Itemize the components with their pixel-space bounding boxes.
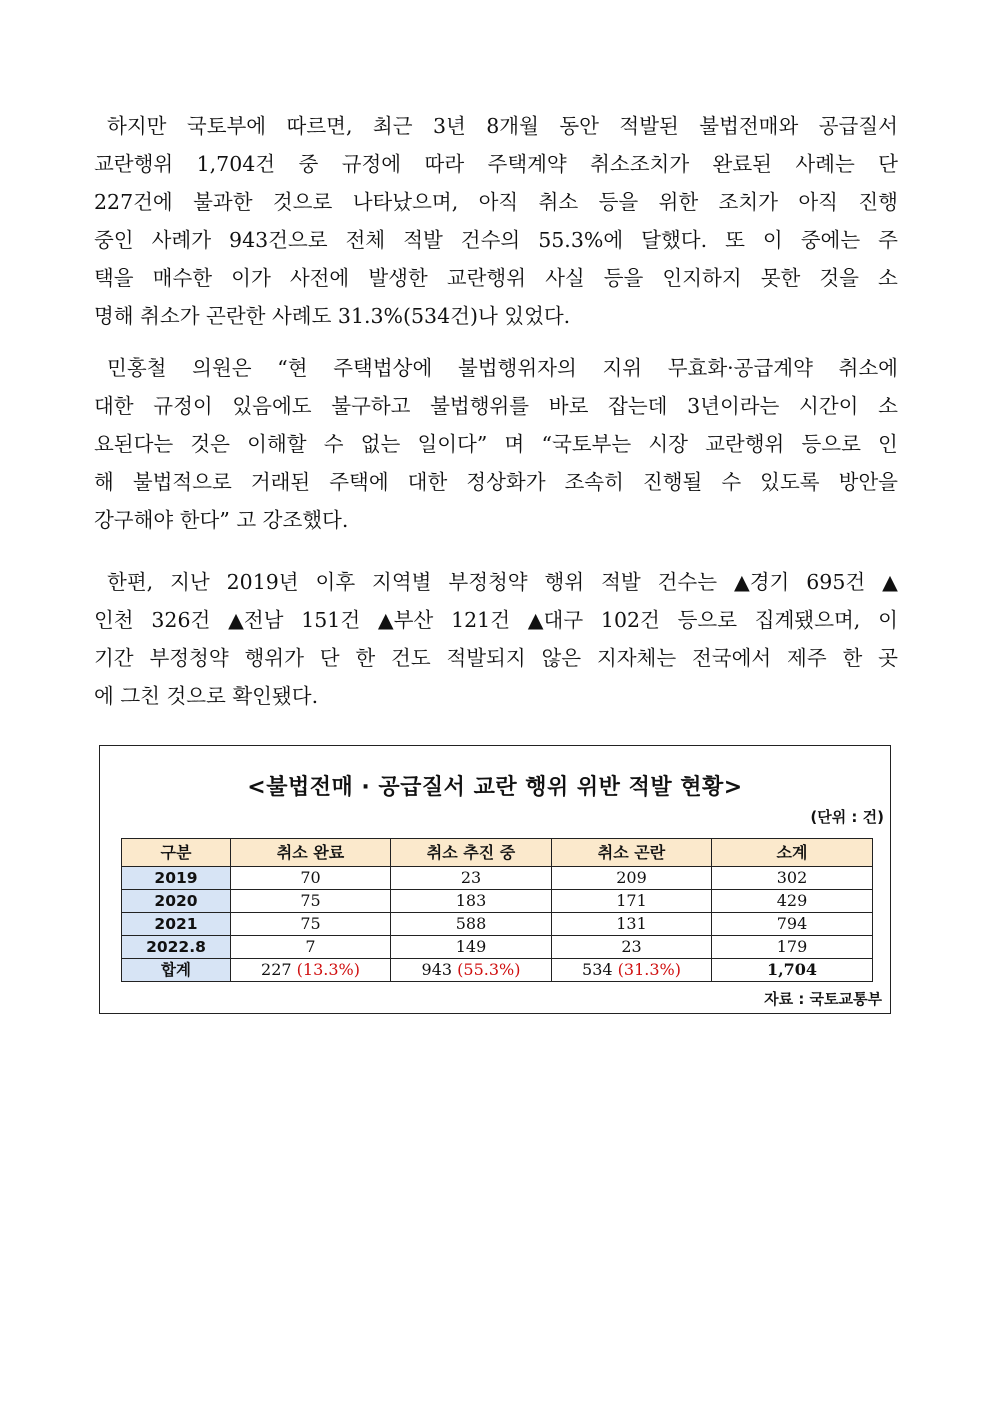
text-line: 에 그친 것으로 확인됐다. <box>94 684 319 708</box>
table-row <box>122 936 873 959</box>
word: 695건 <box>806 570 866 594</box>
cell-value: 23 <box>391 867 552 890</box>
total-percent: (31.3%) <box>617 960 681 979</box>
text-line <box>94 601 898 639</box>
text-line <box>94 463 898 501</box>
text-line <box>94 349 898 387</box>
word: 이후 <box>315 570 356 594</box>
word: 따라 <box>424 152 465 176</box>
word: ▲ <box>882 570 898 594</box>
word: 지난 <box>170 570 210 594</box>
word: 55.3%에 <box>538 228 624 252</box>
header-cancel-done: 취소 완료 <box>231 839 391 867</box>
word: ▲대구 <box>527 608 584 632</box>
table-box <box>99 745 891 1014</box>
word: “현 <box>277 356 308 380</box>
word: 완료된 <box>712 152 772 176</box>
word: 아직 <box>798 190 838 214</box>
word: ▲부산 <box>377 608 434 632</box>
word: 않은 <box>541 646 582 670</box>
word: 방안을 <box>838 470 898 494</box>
word: 기간 <box>94 646 134 670</box>
word: 것은 <box>190 432 230 456</box>
row-label: 2020 <box>122 890 231 913</box>
word: 주택에 <box>329 470 389 494</box>
word: 중에는 <box>800 228 861 252</box>
cell-value: 7 <box>231 936 391 959</box>
text-line: 명해 취소가 곤란한 사례도 31.3%(534건)나 있었다. <box>94 304 571 328</box>
word: 한편, <box>94 570 154 594</box>
total-cell <box>552 959 712 982</box>
word: 바로 <box>548 394 589 418</box>
word: 수 <box>721 470 742 494</box>
text-line <box>94 221 898 259</box>
word: 교란행위 <box>705 432 785 456</box>
word: 불법전매와 <box>699 114 799 138</box>
word: 요된다는 <box>94 432 174 456</box>
word: 공급질서 <box>818 114 898 138</box>
word: 3년이라는 <box>687 394 780 418</box>
word: 전체 <box>345 228 386 252</box>
row-label: 2021 <box>122 913 231 936</box>
word: 달했다. <box>641 228 708 252</box>
word: 교란행위 <box>94 152 174 176</box>
word: 한 <box>355 646 376 670</box>
cell-value: 75 <box>231 913 391 936</box>
word: 동안 <box>559 114 599 138</box>
word: 아직 <box>478 190 519 214</box>
cell-value: 149 <box>391 936 552 959</box>
text-line <box>94 639 898 677</box>
word: 건수의 <box>460 228 521 252</box>
header-category: 구분 <box>122 839 231 867</box>
word: 시간이 <box>799 394 859 418</box>
table-total-row <box>122 959 873 982</box>
word: 등으로 <box>677 608 738 632</box>
word: 따르면, <box>286 114 353 138</box>
header-cancel-progress: 취소 추진 중 <box>391 839 552 867</box>
word: 이가 <box>231 266 271 290</box>
violation-table <box>121 838 873 982</box>
cell-value: 429 <box>712 890 873 913</box>
word: 무효화·공급계약 <box>667 356 813 380</box>
text-line <box>94 145 898 183</box>
total-value: 227 <box>261 960 292 979</box>
word: 위한 <box>658 190 699 214</box>
word: 지위 <box>602 356 643 380</box>
word: 민홍철 <box>94 356 167 380</box>
word: 적발 <box>403 228 443 252</box>
cell-value: 179 <box>712 936 873 959</box>
word: 한 <box>842 646 863 670</box>
word: 규정이 <box>153 394 213 418</box>
text-line <box>94 387 898 425</box>
word: 집계됐으며, <box>754 608 861 632</box>
word: 이 <box>762 228 783 252</box>
word: 사전에 <box>289 266 350 290</box>
table-row <box>122 913 873 936</box>
word: 121건 <box>451 608 510 632</box>
total-value: 943 <box>421 960 453 979</box>
word: 사례가 <box>151 228 212 252</box>
word: 것을 <box>819 266 859 290</box>
word: 인 <box>878 432 898 456</box>
word: 곳 <box>878 646 898 670</box>
word: 불과한 <box>193 190 253 214</box>
word: 정상화가 <box>466 470 546 494</box>
word: 진행될 <box>642 470 703 494</box>
grand-total: 1,704 <box>712 959 873 982</box>
word: 사실 <box>545 266 585 290</box>
word: 소 <box>878 394 898 418</box>
word: 등을 <box>598 190 639 214</box>
table-title: <불법전매 · 공급질서 교란 행위 위반 적발 현황> <box>247 775 743 800</box>
cell-value: 75 <box>231 890 391 913</box>
table-unit: (단위 : 건) <box>810 808 884 826</box>
word: 1,704건 <box>196 152 276 176</box>
word: 국토부에 <box>186 114 267 138</box>
word: 교란행위 <box>446 266 527 290</box>
row-label: 2019 <box>122 867 231 890</box>
word: 적발된 <box>619 114 679 138</box>
word: 적발되지 <box>446 646 526 670</box>
word: 불법행위를 <box>430 394 530 418</box>
word: 단 <box>878 152 898 176</box>
text-line <box>94 425 898 463</box>
word: 있음에도 <box>232 394 312 418</box>
total-label: 합계 <box>122 959 231 982</box>
paragraph-1 <box>94 107 898 335</box>
word: 227건에 <box>94 190 173 214</box>
word: “국토부는 <box>541 432 632 456</box>
word: 소 <box>878 266 898 290</box>
word: 불법행위자의 <box>457 356 577 380</box>
word: 3년 <box>432 114 466 138</box>
word: 중 <box>298 152 319 176</box>
word: 시장 <box>648 432 688 456</box>
word: 대한 <box>407 470 448 494</box>
word: 조속히 <box>564 470 624 494</box>
word: 인천 <box>94 608 134 632</box>
word: 발생한 <box>368 266 428 290</box>
word: 최근 <box>372 114 413 138</box>
cell-value: 171 <box>552 890 712 913</box>
word: 지역별 <box>372 570 432 594</box>
word: 2019년 <box>226 570 299 594</box>
word: 해 <box>94 470 114 494</box>
word: 행위가 <box>244 646 304 670</box>
word: 등으로 <box>801 432 861 456</box>
word: 불법적으로 <box>132 470 232 494</box>
word: 의원은 <box>192 356 252 380</box>
cell-value: 209 <box>552 867 712 890</box>
word: 일이다” <box>417 432 488 456</box>
text-line <box>94 107 898 145</box>
word: 주택계약 <box>487 152 567 176</box>
cell-value: 23 <box>552 936 712 959</box>
word: 조치가 <box>718 190 778 214</box>
table-row <box>122 890 873 913</box>
word: 진행 <box>858 190 898 214</box>
word: 주택법상에 <box>333 356 433 380</box>
total-cell <box>391 959 552 982</box>
word: ▲경기 <box>733 570 790 594</box>
word: 대한 <box>94 394 134 418</box>
word: 단 <box>319 646 340 670</box>
paragraph-2 <box>94 349 898 539</box>
text-line <box>94 259 898 297</box>
word: 102건 <box>600 608 660 632</box>
word: 이해할 <box>247 432 307 456</box>
word: 취소 <box>538 190 579 214</box>
header-subtotal: 소계 <box>712 839 873 867</box>
word: 수 <box>323 432 344 456</box>
text-line: 강구해야 한다” 고 강조했다. <box>94 508 349 532</box>
word: 적발 <box>601 570 641 594</box>
word: 사례는 <box>795 152 855 176</box>
word: 건도 <box>391 646 431 670</box>
cell-value: 183 <box>391 890 552 913</box>
word: 제주 <box>787 646 827 670</box>
word: 며 <box>504 432 525 456</box>
total-percent: (55.3%) <box>457 960 521 979</box>
word: 거래된 <box>250 470 311 494</box>
word: 것으로 <box>272 190 333 214</box>
word: 규정에 <box>341 152 402 176</box>
word: 행위 <box>544 570 585 594</box>
table-source: 자료 : 국토교통부 <box>764 990 882 1008</box>
table-row <box>122 867 873 890</box>
word: 있도록 <box>760 470 820 494</box>
total-value: 534 <box>582 960 613 979</box>
word: 또 <box>725 228 745 252</box>
word: 못한 <box>760 266 801 290</box>
word: 하지만 <box>94 114 167 138</box>
cell-value: 588 <box>391 913 552 936</box>
word: ▲전남 <box>228 608 284 632</box>
word: 지자체는 <box>596 646 677 670</box>
word: 주 <box>878 228 898 252</box>
total-percent: (13.3%) <box>296 960 360 979</box>
word: 없는 <box>360 432 401 456</box>
word: 이 <box>878 608 898 632</box>
cell-value: 794 <box>712 913 873 936</box>
header-cancel-difficult: 취소 곤란 <box>552 839 712 867</box>
word: 매수한 <box>152 266 213 290</box>
word: 취소에 <box>838 356 898 380</box>
word: 인지하지 <box>662 266 742 290</box>
cell-value: 302 <box>712 867 873 890</box>
word: 택을 <box>94 266 134 290</box>
word: 나타났으며, <box>352 190 459 214</box>
word: 불구하고 <box>331 394 411 418</box>
cell-value: 70 <box>231 867 391 890</box>
word: 등을 <box>603 266 644 290</box>
word: 943건으로 <box>229 228 328 252</box>
word: 잡는데 <box>608 394 668 418</box>
word: 151건 <box>301 608 361 632</box>
word: 전국에서 <box>691 646 772 670</box>
word: 부정청약 <box>448 570 528 594</box>
word: 부정청약 <box>149 646 229 670</box>
word: 취소조치가 <box>590 152 690 176</box>
word: 8개월 <box>486 114 539 138</box>
word: 중인 <box>94 228 134 252</box>
row-label: 2022.8 <box>122 936 231 959</box>
word: 건수는 <box>657 570 718 594</box>
word: 326건 <box>151 608 211 632</box>
paragraph-3 <box>94 563 898 715</box>
text-line <box>94 183 898 221</box>
cell-value: 131 <box>552 913 712 936</box>
text-line <box>94 563 898 601</box>
table-header-row <box>122 839 873 867</box>
total-cell <box>231 959 391 982</box>
